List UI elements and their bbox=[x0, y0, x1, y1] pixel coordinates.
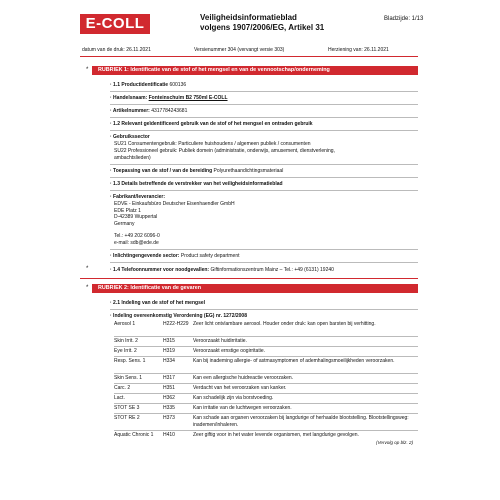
divider bbox=[110, 262, 418, 263]
divider bbox=[114, 383, 418, 384]
emergency-phone-value: Giftinformationszentrum Mainz – Tel.: +49 (6131) 19240 bbox=[210, 267, 334, 273]
section-marker: * bbox=[86, 67, 89, 73]
phone-number: Tel.: +49 202 6096-0 bbox=[114, 233, 160, 239]
hazard-statement: Kan schadelijk zijn via borstvoeding. bbox=[193, 395, 274, 401]
hazard-class: Aquatic Chronic 1 bbox=[114, 432, 154, 438]
divider bbox=[110, 117, 418, 118]
hazard-code: H334 bbox=[163, 358, 175, 364]
document-title bbox=[200, 13, 324, 33]
hazard-class: Lact. bbox=[114, 395, 125, 401]
divider bbox=[114, 356, 418, 357]
hazard-statement: Veroorzaakt ernstige oogirritatie. bbox=[193, 348, 265, 354]
divider bbox=[114, 403, 418, 404]
e-coll-logo: E-COLL bbox=[80, 14, 150, 34]
sector-su22: SU22 Professioneel gebruik: Publiek domein (administratie, onderwijs, amusement, dienstverlening, bbox=[114, 148, 335, 154]
page-number: Bladzijde: 1/13 bbox=[384, 16, 424, 22]
emergency-phone-label: · 1.4 Telefoonnummer voor noodgevallen: bbox=[110, 267, 210, 273]
divider bbox=[114, 373, 418, 374]
print-date: datum van de druk: 26.11.2021 bbox=[82, 47, 151, 53]
emergency-phone-row bbox=[110, 267, 334, 274]
continued-note: (Vervolg op blz. 2) bbox=[376, 440, 414, 445]
revision-date: Herziening van: 26.11.2021 bbox=[328, 47, 389, 53]
article-number-row bbox=[110, 108, 187, 115]
hazard-code: H351 bbox=[163, 385, 175, 391]
divider bbox=[110, 190, 418, 191]
product-identifier-row bbox=[110, 82, 186, 89]
trade-name-value: Fonteinschuim B2 750ml E-COLL bbox=[148, 95, 228, 101]
divider bbox=[110, 177, 418, 178]
hazard-code: H373 bbox=[163, 415, 175, 421]
manufacturer-label: · Fabrikant/leverancier: bbox=[110, 194, 166, 200]
info-sector-label: · Inlichtingengevende sector: bbox=[110, 253, 180, 259]
hazard-class: STOT RE 2 bbox=[114, 415, 140, 421]
header-divider bbox=[80, 56, 418, 57]
use-sector-label: · Gebruikssector bbox=[110, 134, 150, 140]
divider bbox=[114, 336, 418, 337]
application-value: Polyurethaandichtingsmateriaal bbox=[213, 168, 284, 174]
section-marker: * bbox=[86, 285, 89, 291]
divider bbox=[110, 91, 418, 92]
manufacturer-line: EDVE - Einkaufsbüro Deutscher Eisenhaendler GmbH bbox=[114, 201, 235, 207]
hazard-class: Skin Sens. 1 bbox=[114, 375, 143, 381]
sector-su21: SU21 Consumentengebruik: Particuliere huishoudens / algemeen publiek / consumenten bbox=[114, 141, 311, 147]
hazard-statement: Veroorzaakt huidirritatie. bbox=[193, 338, 247, 344]
hazard-class: STOT SE 3 bbox=[114, 405, 140, 411]
hazard-code: H362 bbox=[163, 395, 175, 401]
hazard-statement: Zeer licht ontvlambare aerosol. Houder onder druk: kan open barsten bij verhitting. bbox=[193, 321, 376, 327]
manufacturer-line: D-42389 Wuppertal bbox=[114, 214, 158, 220]
hazard-statement: Zeer giftig voor in het water levende organismen, met langdurige gevolgen. bbox=[193, 432, 359, 438]
divider bbox=[110, 309, 418, 310]
supplier-details-heading: · 1.3 Details betreffende de verstrekker van het veiligheidsinformatieblad bbox=[110, 181, 283, 187]
hazard-class: Eye Irrit. 2 bbox=[114, 348, 137, 354]
hazard-code: H222-H229 bbox=[163, 321, 189, 327]
trade-name-label: · Handelsnaam: bbox=[110, 95, 148, 101]
hazard-class: Resp. Sens. 1 bbox=[114, 358, 146, 364]
regulation-heading: · Indeling overeenkomstig Verordening (EG) nr. 1272/2008 bbox=[110, 313, 247, 319]
divider bbox=[110, 104, 418, 105]
hazard-class: Aerosol 1 bbox=[114, 321, 136, 327]
relevant-use-heading: · 1.2 Relevant geïdentificeerd gebruik van de stof of het mengsel en ontraden gebruik bbox=[110, 121, 313, 127]
hazard-code: H315 bbox=[163, 338, 175, 344]
manufacturer-line: Germany bbox=[114, 220, 135, 227]
hazard-class: Skin Irrit. 2 bbox=[114, 338, 138, 344]
hazard-class: Carc. 2 bbox=[114, 385, 131, 391]
hazard-code: H319 bbox=[163, 348, 175, 354]
hazard-code: H317 bbox=[163, 375, 175, 381]
hazard-code: H410 bbox=[163, 432, 175, 438]
change-marker: * bbox=[86, 266, 89, 272]
info-sector-row bbox=[110, 253, 240, 260]
divider bbox=[114, 346, 418, 347]
trade-name-row bbox=[110, 95, 228, 102]
sector-su22-cont: ambachtslieden) bbox=[114, 155, 151, 161]
divider bbox=[110, 164, 418, 165]
title-line-1: Veiligheidsinformatieblad bbox=[200, 13, 297, 22]
application-label: · Toepassing van de stof / van de bereiding bbox=[110, 168, 213, 174]
section-divider bbox=[80, 278, 418, 279]
hazard-statement: Verdacht van het veroorzaken van kanker. bbox=[193, 385, 287, 391]
divider bbox=[110, 130, 418, 131]
hazard-statement: Kan schade aan organen veroorzaken bij langdurige of herhaalde blootstelling. Blootstellingsweg: inademen/inhaleren. bbox=[193, 415, 409, 428]
manufacturer-line: EDE Platz 1 bbox=[114, 207, 141, 214]
hazard-statement: Kan bij inademing allergie- of astmasymptomen of ademhalingsmoeilijkheden veroorzaken. bbox=[193, 358, 395, 364]
hazard-code: H335 bbox=[163, 405, 175, 411]
email-address: e-mail: sdb@ede.de bbox=[114, 239, 159, 246]
divider bbox=[114, 413, 418, 414]
section-2-heading: RUBRIEK 2: Identificatie van de gevaren bbox=[92, 284, 418, 293]
application-row bbox=[110, 168, 283, 175]
version-number: Versienummer 304 (vervangt versie 303) bbox=[194, 47, 285, 53]
divider bbox=[114, 430, 418, 431]
product-identifier-value: 600136 bbox=[169, 82, 187, 88]
title-line-2: volgens 1907/2006/EG, Artikel 31 bbox=[200, 23, 325, 32]
classification-heading: · 2.1 Indeling van de stof of het mengsel bbox=[110, 300, 206, 306]
product-identifier-label: · 1.1 Productidentificatie bbox=[110, 82, 169, 88]
hazard-statement: Kan een allergische huidreactie veroorzaken. bbox=[193, 375, 294, 381]
hazard-statement: Kan irritatie van de luchtwegen veroorzaken. bbox=[193, 405, 292, 411]
article-number-label: · Artikelnummer: bbox=[110, 108, 150, 114]
article-number-value: 4317784243681 bbox=[151, 108, 188, 114]
info-sector-value: Product safety department bbox=[180, 253, 240, 259]
divider bbox=[114, 393, 418, 394]
section-1-heading: RUBRIEK 1: Identificatie van de stof of het mengsel en van de vennootschap/onderneming bbox=[92, 66, 418, 75]
divider bbox=[110, 249, 418, 250]
